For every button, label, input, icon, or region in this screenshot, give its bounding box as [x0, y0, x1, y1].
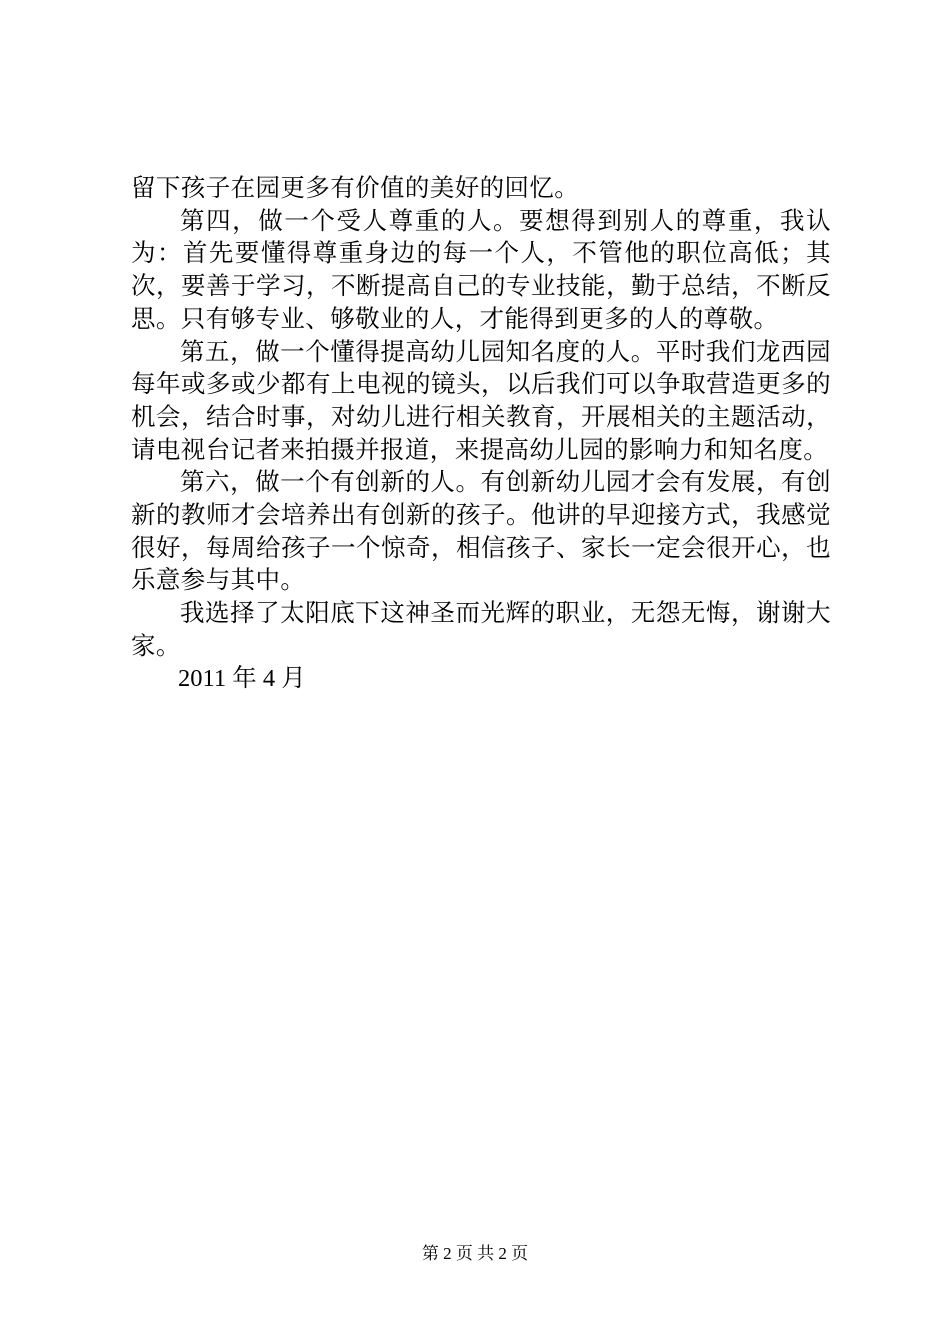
paragraph-continuation: 留下孩子在园更多有价值的美好的回忆。 [131, 173, 580, 202]
paragraph-fourth-point: 第四，做一个受人尊重的人。要想得到别人的尊重，我认为：首先要懂得尊重身边的每一个人，不管他的职位高低；其次，要善于学习，不断提高自己的专业技能，勤于总结，不断反思。只有够专业、够敬业的人，才能得到更多的人的尊敬。 [131, 205, 831, 333]
document-body [131, 172, 831, 695]
paragraph-sixth-point: 第六，做一个有创新的人。有创新幼儿园才会有发展，有创新的教师才会培养出有创新的孩子。他讲的早迎接方式，我感觉很好，每周给孩子一个惊奇，相信孩子、家长一定会很开心，也乐意参与其中。 [131, 467, 831, 595]
page-footer: 第 2 页 共 2 页 [421, 1244, 529, 1263]
paragraph-closing: 我选择了太阳底下这神圣而光辉的职业，无怨无悔，谢谢大家。 [131, 598, 831, 660]
document-date: 2011 年 4 月 [178, 664, 306, 692]
paragraph-fifth-point: 第五，做一个懂得提高幼儿园知名度的人。平时我们龙西园每年或多或少都有上电视的镜头，以后我们可以争取营造更多的机会，结合时事，对幼儿进行相关教育，开展相关的主题活动，请电视台记者来拍摄并报道，来提高幼儿园的影响力和知名度。 [131, 336, 831, 464]
